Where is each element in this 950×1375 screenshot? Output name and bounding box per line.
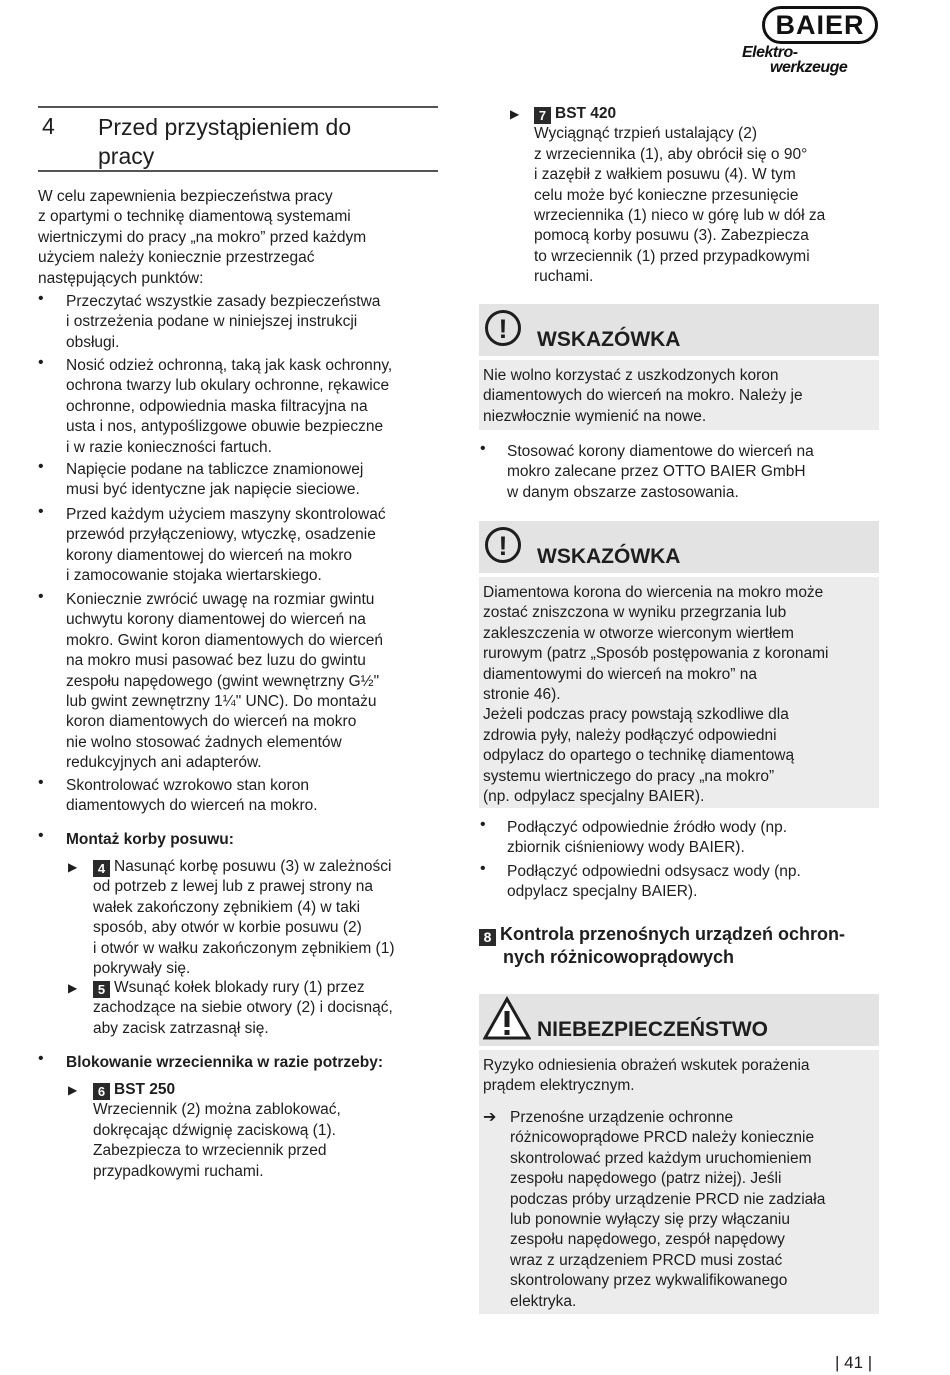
triangle-icon: ▶ bbox=[68, 981, 78, 995]
text-line: podczas próby urządzenie PRCD nie zadziała bbox=[510, 1190, 826, 1208]
text-line: redukcyjnych ani adapterów. bbox=[66, 754, 262, 772]
step-number: 6 bbox=[93, 1083, 110, 1100]
bullet-item bbox=[66, 292, 380, 353]
text-line: zespołu napędowego, zespół napędowy bbox=[510, 1231, 785, 1249]
text-line: (np. odpylacz specjalny BAIER). bbox=[483, 788, 705, 806]
bullet-dot: • bbox=[38, 503, 44, 520]
text-line: i zazębił z wałkiem posuwu (4). W tym bbox=[534, 166, 796, 184]
text-line: Nie wolno korzystać z uszkodzonych koron bbox=[483, 367, 779, 384]
bullet-item bbox=[66, 505, 386, 587]
text-line: usta i nos, antypoślizgowe obuwie bezpieczne bbox=[66, 418, 384, 436]
text-line: mokro. Gwint koron diamentowych do wierceń bbox=[66, 631, 384, 649]
text-line: uchwytu korony diamentowej do wierceń na bbox=[66, 611, 366, 629]
text-line: pomocą korby posuwu (3). Zabezpiecza bbox=[534, 227, 809, 245]
bullet-dot: • bbox=[38, 290, 44, 307]
text-line: skontrolowany przez wykwalifikowanego bbox=[510, 1272, 788, 1290]
chapter-title bbox=[98, 113, 351, 171]
text-line: i ostrzeżenia podane w niniejszej instrukcji bbox=[66, 313, 358, 331]
intro-line: użyciem należy koniecznie przestrzegać bbox=[38, 249, 315, 267]
text-line: ruchami. bbox=[534, 268, 594, 286]
chapter-heading bbox=[38, 106, 438, 172]
text-line: Przeczytać wszystkie zasady bezpieczeństwa bbox=[66, 293, 381, 310]
text-line: zostać zniszczona w wyniku przegrzania lub bbox=[483, 604, 787, 622]
text-line: i w razie konieczności fartuch. bbox=[66, 438, 272, 456]
step-5 bbox=[93, 978, 393, 1039]
text-line: dokręcając dźwignię zaciskową (1). bbox=[93, 1121, 336, 1139]
text-line: nie wolno stosować żadnych elementów bbox=[66, 733, 342, 751]
text-line: Przed każdym użyciem maszyny skontrolować bbox=[66, 506, 386, 523]
intro-line: wiertniczymi do pracy „na mokro” przed każdym bbox=[38, 228, 367, 246]
text-line: Skontrolować wzrokowo stan koron bbox=[66, 777, 309, 794]
blokowanie-title: Blokowanie wrzeciennika w razie potrzeby: bbox=[66, 1054, 383, 1071]
step-6 bbox=[93, 1080, 341, 1182]
text-line: elektryka. bbox=[510, 1292, 577, 1310]
bullet-dot: • bbox=[38, 458, 44, 475]
text-line: sposób, aby otwór w korbie posuwu (2) bbox=[93, 919, 362, 937]
text-line: Nasunąć korbę posuwu (3) w zależności bbox=[114, 858, 392, 875]
text-line: zachodzące na siebie otwory (2) i docisnąć, bbox=[93, 999, 393, 1017]
chapter-number: 4 bbox=[42, 113, 55, 139]
intro-line: z opartymi o technikę diamentową systemami bbox=[38, 208, 351, 226]
exclamation-icon: ! bbox=[485, 310, 521, 346]
note-2-body bbox=[479, 577, 879, 808]
text-line: mokro zalecane przez OTTO BAIER GmbH bbox=[507, 463, 806, 481]
logo-line2: werkzeuge bbox=[770, 59, 848, 76]
text-line: Przenośne urządzenie ochronne bbox=[510, 1109, 734, 1126]
arrow-icon: ➔ bbox=[483, 1109, 497, 1126]
text-line: diamentowych do wierceń na mokro. bbox=[66, 797, 318, 815]
step-number: 5 bbox=[93, 981, 110, 998]
triangle-icon: ▶ bbox=[510, 107, 520, 121]
bullet-item bbox=[66, 460, 363, 501]
text-line: musi być identyczne jak napięcie sieciowe. bbox=[66, 481, 360, 499]
bullet-item bbox=[507, 862, 801, 903]
montaz-title: Montaż korby posuwu: bbox=[66, 831, 234, 848]
bullet-dot: • bbox=[480, 440, 486, 457]
note-1-header bbox=[479, 304, 879, 356]
text-line: rurowym (patrz „Sposób postępowania z koronami bbox=[483, 645, 829, 663]
text-line: celu może być konieczne przesunięcie bbox=[534, 186, 799, 204]
intro-paragraph bbox=[38, 187, 438, 289]
danger-title: NIEBEZPIECZEŃSTWO bbox=[537, 1018, 769, 1041]
text-line: korony diamentowej do wierceń na mokro bbox=[66, 546, 353, 564]
intro-line: następujących punktów: bbox=[38, 269, 204, 287]
bullet-item bbox=[66, 356, 392, 458]
text-line: na mokro musi pasować bez luzu do gwintu bbox=[66, 652, 366, 670]
bullet-item bbox=[507, 442, 814, 503]
triangle-icon: ▶ bbox=[68, 860, 78, 874]
text-line: Wrzeciennik (2) można zablokować, bbox=[93, 1101, 341, 1119]
bullet-dot: • bbox=[38, 1050, 44, 1067]
model-name: BST 420 bbox=[555, 105, 617, 122]
text-line: Diamentowa korona do wiercenia na mokro może bbox=[483, 584, 824, 601]
bullet-dot: • bbox=[38, 827, 44, 844]
text-line: niezwłocznie wymienić na nowe. bbox=[483, 407, 707, 425]
danger-body bbox=[479, 1050, 879, 1314]
text-line: z wrzeciennika (1), aby obrócił się o 90° bbox=[534, 145, 808, 163]
arrow-item bbox=[510, 1108, 825, 1312]
text-line: w danym obszarze zastosowania. bbox=[507, 483, 739, 501]
text-line: systemu wiertniczego do pracy „na mokro” bbox=[483, 767, 775, 785]
text-line: diamentowych do wierceń na mokro. Należy je bbox=[483, 387, 803, 405]
section-number: 8 bbox=[479, 929, 496, 946]
text-line: ochronne, odpowiednia maska filtracyjna na bbox=[66, 397, 368, 415]
note-1-body bbox=[479, 360, 879, 430]
text-line: przypadkowymi ruchami. bbox=[93, 1162, 264, 1180]
exclamation-icon: ! bbox=[485, 527, 521, 563]
text-line: zespołu napędowego (gwint wewnętrzny G½" bbox=[66, 672, 380, 690]
danger-header bbox=[479, 994, 879, 1046]
step-number: 7 bbox=[534, 107, 551, 124]
text-line: Koniecznie zwrócić uwagę na rozmiar gwintu bbox=[66, 591, 375, 608]
bullet-dot: • bbox=[38, 774, 44, 791]
text-line: wałek zakończony zębnikiem (4) w taki bbox=[93, 898, 361, 916]
text-line: i zamocowanie stojaka wiertarskiego. bbox=[66, 567, 322, 585]
step-4 bbox=[93, 857, 395, 979]
intro-line: W celu zapewnienia bezpieczeństwa pracy bbox=[38, 188, 333, 205]
text-line: wrzeciennika (1) nieco w górę lub w dół za bbox=[534, 207, 826, 225]
bullet-item bbox=[66, 590, 383, 774]
text-line: Stosować korony diamentowe do wierceń na bbox=[507, 443, 814, 460]
text-line: odpylacz do opartego o technikę diamentową bbox=[483, 747, 795, 765]
bullet-dot: • bbox=[38, 588, 44, 605]
text-line: wraz z urządzeniem PRCD musi zostać bbox=[510, 1251, 783, 1269]
bullet-item bbox=[66, 776, 318, 817]
text-line: i otwór w wałku zakończonym zębnikiem (1) bbox=[93, 939, 395, 957]
triangle-icon: ▶ bbox=[68, 1083, 78, 1097]
text-line: odpylacz specjalny BAIER). bbox=[507, 883, 698, 901]
text-line: Ryzyko odniesienia obrażeń wskutek porażenia bbox=[483, 1057, 810, 1074]
text-line: Wsunąć kołek blokady rury (1) przez bbox=[114, 979, 365, 996]
text-line: Nosić odzież ochronną, taką jak kask ochronny, bbox=[66, 357, 393, 374]
text-line: stronie 46). bbox=[483, 686, 561, 704]
text-line: Podłączyć odpowiednie źródło wody (np. bbox=[507, 819, 788, 836]
text-line: przewód przyłączeniowy, wtyczkę, osadzenie bbox=[66, 526, 376, 544]
section-8-heading bbox=[479, 923, 879, 969]
text-line: nych różnicowoprądowych bbox=[503, 947, 735, 967]
text-line: prądem elektrycznym. bbox=[483, 1077, 635, 1095]
text-line: Zabezpiecza to wrzeciennik przed bbox=[93, 1142, 327, 1160]
text-line: różnicowoprądowe PRCD należy koniecznie bbox=[510, 1129, 815, 1147]
text-line: diamentowymi do wierceń na mokro” na bbox=[483, 665, 757, 683]
note-1-title: WSKAZÓWKA bbox=[537, 328, 681, 351]
text-line: pokrywały się. bbox=[93, 960, 191, 978]
text-line: lub gwint zewnętrzny 1¼" UNC). Do montażu bbox=[66, 693, 377, 711]
chapter-title-line2: pracy bbox=[98, 143, 155, 169]
note-2-header bbox=[479, 521, 879, 573]
text-line: od potrzeb z lewej lub z prawej strony na bbox=[93, 878, 374, 896]
text-line: koron diamentowych do wierceń na mokro bbox=[66, 713, 357, 731]
text-line: Wyciągnąć trzpień ustalający (2) bbox=[534, 125, 757, 143]
chapter-title-line1: Przed przystąpieniem do bbox=[98, 114, 352, 140]
model-name: BST 250 bbox=[114, 1081, 176, 1098]
text-line: Kontrola przenośnych urządzeń ochron- bbox=[500, 924, 846, 944]
step-number: 4 bbox=[93, 860, 110, 877]
text-line: lub ponownie wyłączy się przy włączaniu bbox=[510, 1211, 790, 1229]
text-line: zespołu napędowego (patrz niżej). Jeśli bbox=[510, 1170, 782, 1188]
text-line: aby zacisk zatrzasnął się. bbox=[93, 1019, 269, 1037]
bullet-item bbox=[507, 818, 787, 859]
logo-line1: Elektro- bbox=[742, 44, 798, 61]
warning-triangle-icon bbox=[483, 996, 531, 1040]
text-line: Napięcie podane na tabliczce znamionowej bbox=[66, 461, 364, 478]
bullet-dot: • bbox=[38, 354, 44, 371]
baier-logo bbox=[742, 4, 884, 78]
text-line: zbiornik ciśnieniowy wody BAIER). bbox=[507, 839, 745, 857]
bullet-dot: • bbox=[480, 816, 486, 833]
logo-brand: BAIER bbox=[762, 6, 878, 44]
text-line: Podłączyć odpowiedni odsysacz wody (np. bbox=[507, 863, 801, 880]
page-number: | 41 | bbox=[835, 1353, 873, 1372]
text-line: ochrona twarzy lub okulary ochronne, rękawice bbox=[66, 377, 390, 395]
note-2-title: WSKAZÓWKA bbox=[537, 545, 681, 568]
text-line: zdrowia pyły, należy podłączyć odpowiedni bbox=[483, 726, 777, 744]
text-line: zakleszczenia w otworze wierconym wiertłem bbox=[483, 624, 794, 642]
step-7 bbox=[534, 104, 825, 288]
text-line: to wrzeciennik (1) przed przypadkowymi bbox=[534, 247, 810, 265]
text-line: obsługi. bbox=[66, 333, 120, 351]
text-line: Jeżeli podczas pracy powstają szkodliwe dla bbox=[483, 706, 789, 724]
bullet-dot: • bbox=[480, 860, 486, 877]
text-line: skontrolować przed każdym uruchomieniem bbox=[510, 1149, 812, 1167]
